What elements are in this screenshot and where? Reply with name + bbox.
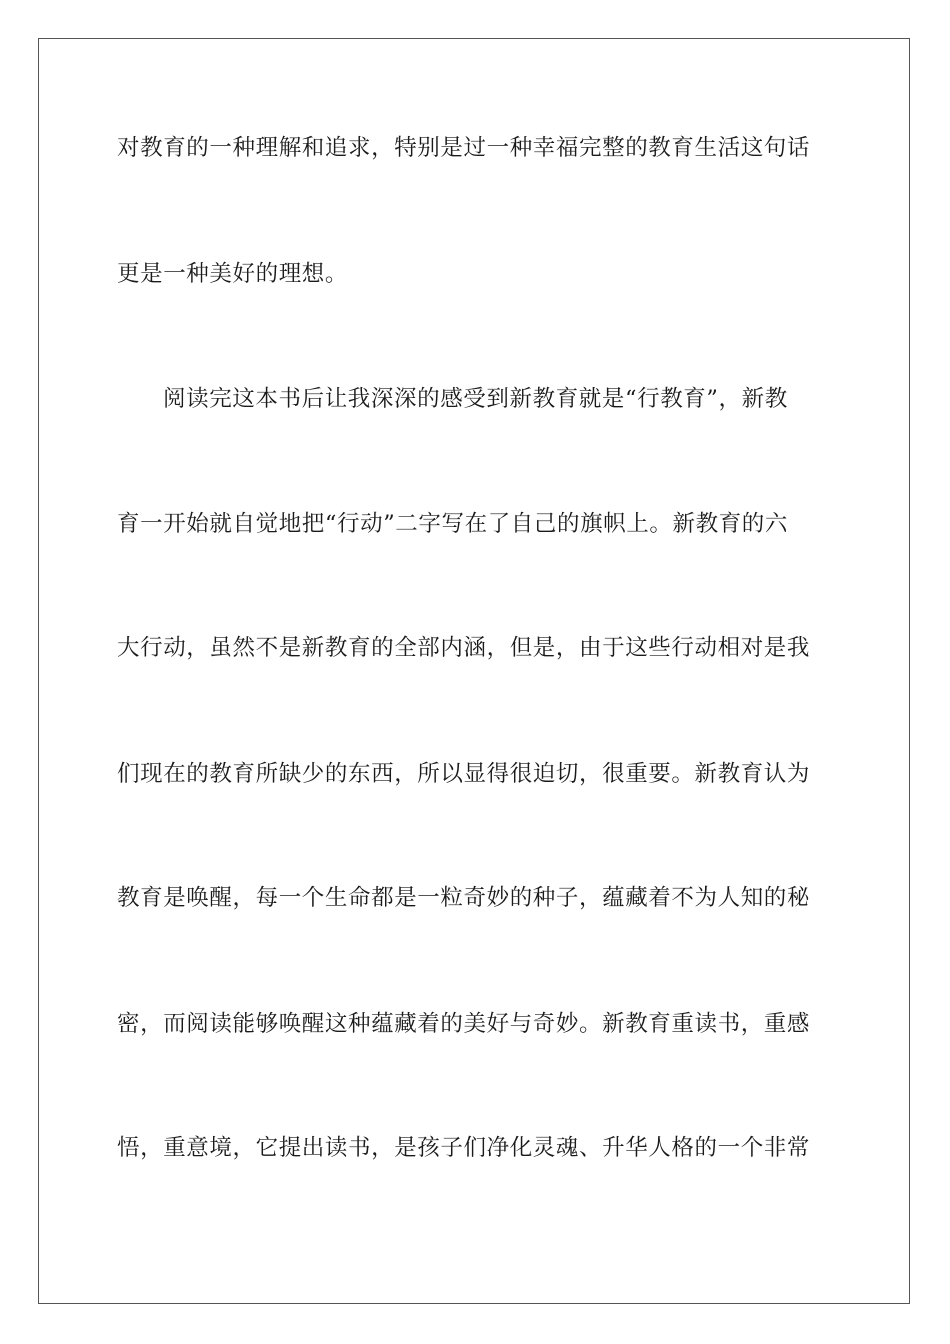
paragraph-line-6: 们现在的教育所缺少的东西，所以显得很迫切，很重要。新教育认为 (117, 761, 811, 787)
paragraph-line-9: 悟，重意境，它提出读书，是孩子们净化灵魂、升华人格的一个非常 (117, 1135, 811, 1161)
paragraph-line-8: 密，而阅读能够唤醒这种蕴藏着的美好与奇妙。新教育重读书，重感 (117, 1011, 811, 1037)
paragraph-line-5: 大行动，虽然不是新教育的全部内涵，但是，由于这些行动相对是我 (117, 635, 811, 661)
paragraph-line-7: 教育是唤醒，每一个生命都是一粒奇妙的种子，蕴藏着不为人知的秘 (117, 885, 811, 911)
paragraph-line-1: 对教育的一种理解和追求，特别是过一种幸福完整的教育生活这句话 (117, 135, 811, 161)
paragraph-line-4: 育一开始就自觉地把“行动”二字写在了自己的旗帜上。新教育的六 (117, 511, 789, 537)
paragraph-line-2: 更是一种美好的理想。 (117, 261, 349, 287)
paragraph-line-3: 阅读完这本书后让我深深的感受到新教育就是“行教育”，新教 (163, 386, 788, 412)
page-border (38, 38, 910, 1304)
